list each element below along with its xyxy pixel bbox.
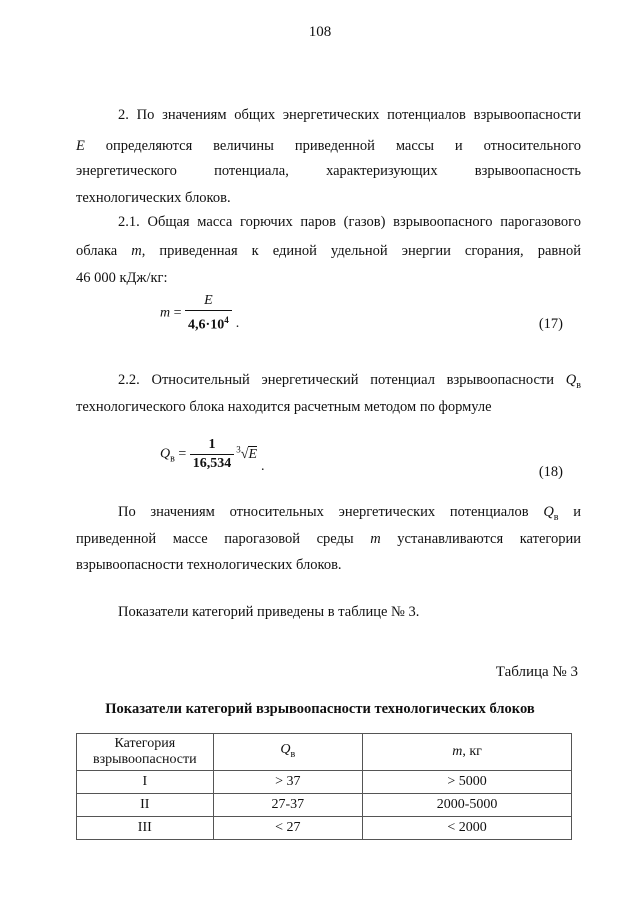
table-header-row	[77, 734, 572, 771]
paragraph-values-line-1-a: По значениям относительных энергетических потенциалов	[118, 504, 544, 520]
eq18-fraction	[190, 436, 235, 473]
paragraph-2-line-4: технологических блоков.	[76, 190, 231, 206]
eq18-lhs-q: Q	[160, 446, 171, 462]
eq17-den-base: 4,6·10	[188, 317, 225, 333]
header-q-symbol: Q	[280, 741, 291, 757]
table-row	[77, 817, 572, 840]
paragraph-2-1-line-3: 46 000 кДж/кг:	[76, 270, 168, 286]
eq18-root-index: 3	[236, 444, 241, 455]
cell-q: < 27	[213, 817, 362, 840]
eq18-dot: .	[261, 458, 265, 474]
header-m	[363, 734, 572, 771]
symbol-q-inline: Q	[543, 504, 554, 520]
table-row	[77, 771, 572, 794]
paragraph-2-1-line-2	[76, 239, 581, 263]
table-row	[77, 794, 572, 817]
eq17-equals: =	[170, 305, 186, 321]
eq18-root	[236, 444, 258, 462]
header-q-sub: в	[290, 748, 296, 760]
paragraph-2-line-3: энергетического потенциала, характеризующих взрывоопасность	[76, 163, 581, 179]
eq18-equals: =	[174, 446, 190, 462]
symbol-e: E	[76, 138, 85, 154]
eq17-lhs: m	[160, 305, 171, 321]
eq18-lhs-sub: в	[170, 453, 175, 465]
paragraph-2-1-line-2-b: , приведенная к единой удельной энергии сгорания, равной	[141, 243, 582, 259]
cell-category: I	[77, 771, 214, 794]
paragraph-2-line-2	[76, 134, 581, 158]
symbol-q-sub: в	[576, 379, 581, 391]
table-caption: Таблица № 3	[495, 664, 578, 680]
header-m-unit: , кг	[462, 744, 482, 759]
paragraph-values-line-2	[76, 527, 581, 551]
paragraph-2-2-line-1-text: 2.2. Относительный энергетический потенциал взрывоопасности	[118, 372, 566, 388]
eq18-numerator: 1	[190, 436, 235, 455]
eq17-den-exp: 4	[224, 315, 229, 325]
eq17-fraction	[185, 292, 232, 335]
eq18-root-sign: √	[240, 446, 249, 462]
eq17-denominator	[185, 311, 232, 335]
eq18-denominator: 16,534	[192, 456, 232, 471]
equation-18	[160, 436, 265, 473]
cell-q: > 37	[213, 771, 362, 794]
symbol-m-inline: m	[370, 531, 381, 547]
paragraph-indicators: Показатели категорий приведены в таблице № 3.	[118, 604, 420, 620]
paragraph-values-line-2-b: устанавливаются категории	[380, 531, 581, 547]
symbol-q: Q	[565, 372, 577, 388]
table-title: Показатели категорий взрывоопасности технологических блоков	[105, 701, 535, 717]
cell-m: < 2000	[363, 817, 572, 840]
cell-m: 2000-5000	[363, 794, 572, 817]
eq17-numerator	[185, 292, 232, 311]
paragraph-2-line-2-text: определяются величины приведенной массы и относительного	[84, 138, 581, 154]
symbol-q-inline-sub: в	[553, 511, 559, 523]
equation-17	[160, 292, 239, 335]
header-category: Категория взрывоопасности	[77, 734, 214, 771]
paragraph-values-line-2-a: приведенной массе парогазовой среды	[76, 531, 371, 547]
equation-17-number: (17)	[538, 316, 563, 332]
paragraph-2-2-line-2: технологического блока находится расчетным методом по формуле	[76, 399, 492, 415]
cell-category: II	[77, 794, 214, 817]
eq17-numerator-e: E	[204, 293, 213, 308]
eq18-root-arg: E	[248, 446, 258, 462]
paragraph-values-line-3: взрывоопасности технологических блоков.	[76, 557, 342, 573]
paragraph-values-line-1	[76, 500, 581, 524]
equation-18-number: (18)	[538, 464, 563, 480]
header-q	[213, 734, 362, 771]
category-table	[76, 733, 572, 840]
eq17-dot: .	[235, 315, 240, 331]
paragraph-2-1-line-1: 2.1. Общая масса горючих паров (газов) взрывоопасного парогазового	[118, 214, 581, 230]
symbol-m: m	[131, 243, 142, 259]
header-m-symbol: m	[452, 744, 463, 759]
cell-category: III	[77, 817, 214, 840]
paragraph-values-line-1-b: и	[558, 504, 581, 520]
cell-q: 27-37	[213, 794, 362, 817]
paragraph-2-line-1: 2. По значениям общих энергетических потенциалов взрывоопасности	[118, 107, 581, 123]
cell-m: > 5000	[363, 771, 572, 794]
page-number: 108	[308, 24, 332, 40]
paragraph-2-2-line-1	[76, 368, 581, 392]
paragraph-2-1-line-2-a: облака	[76, 243, 132, 259]
